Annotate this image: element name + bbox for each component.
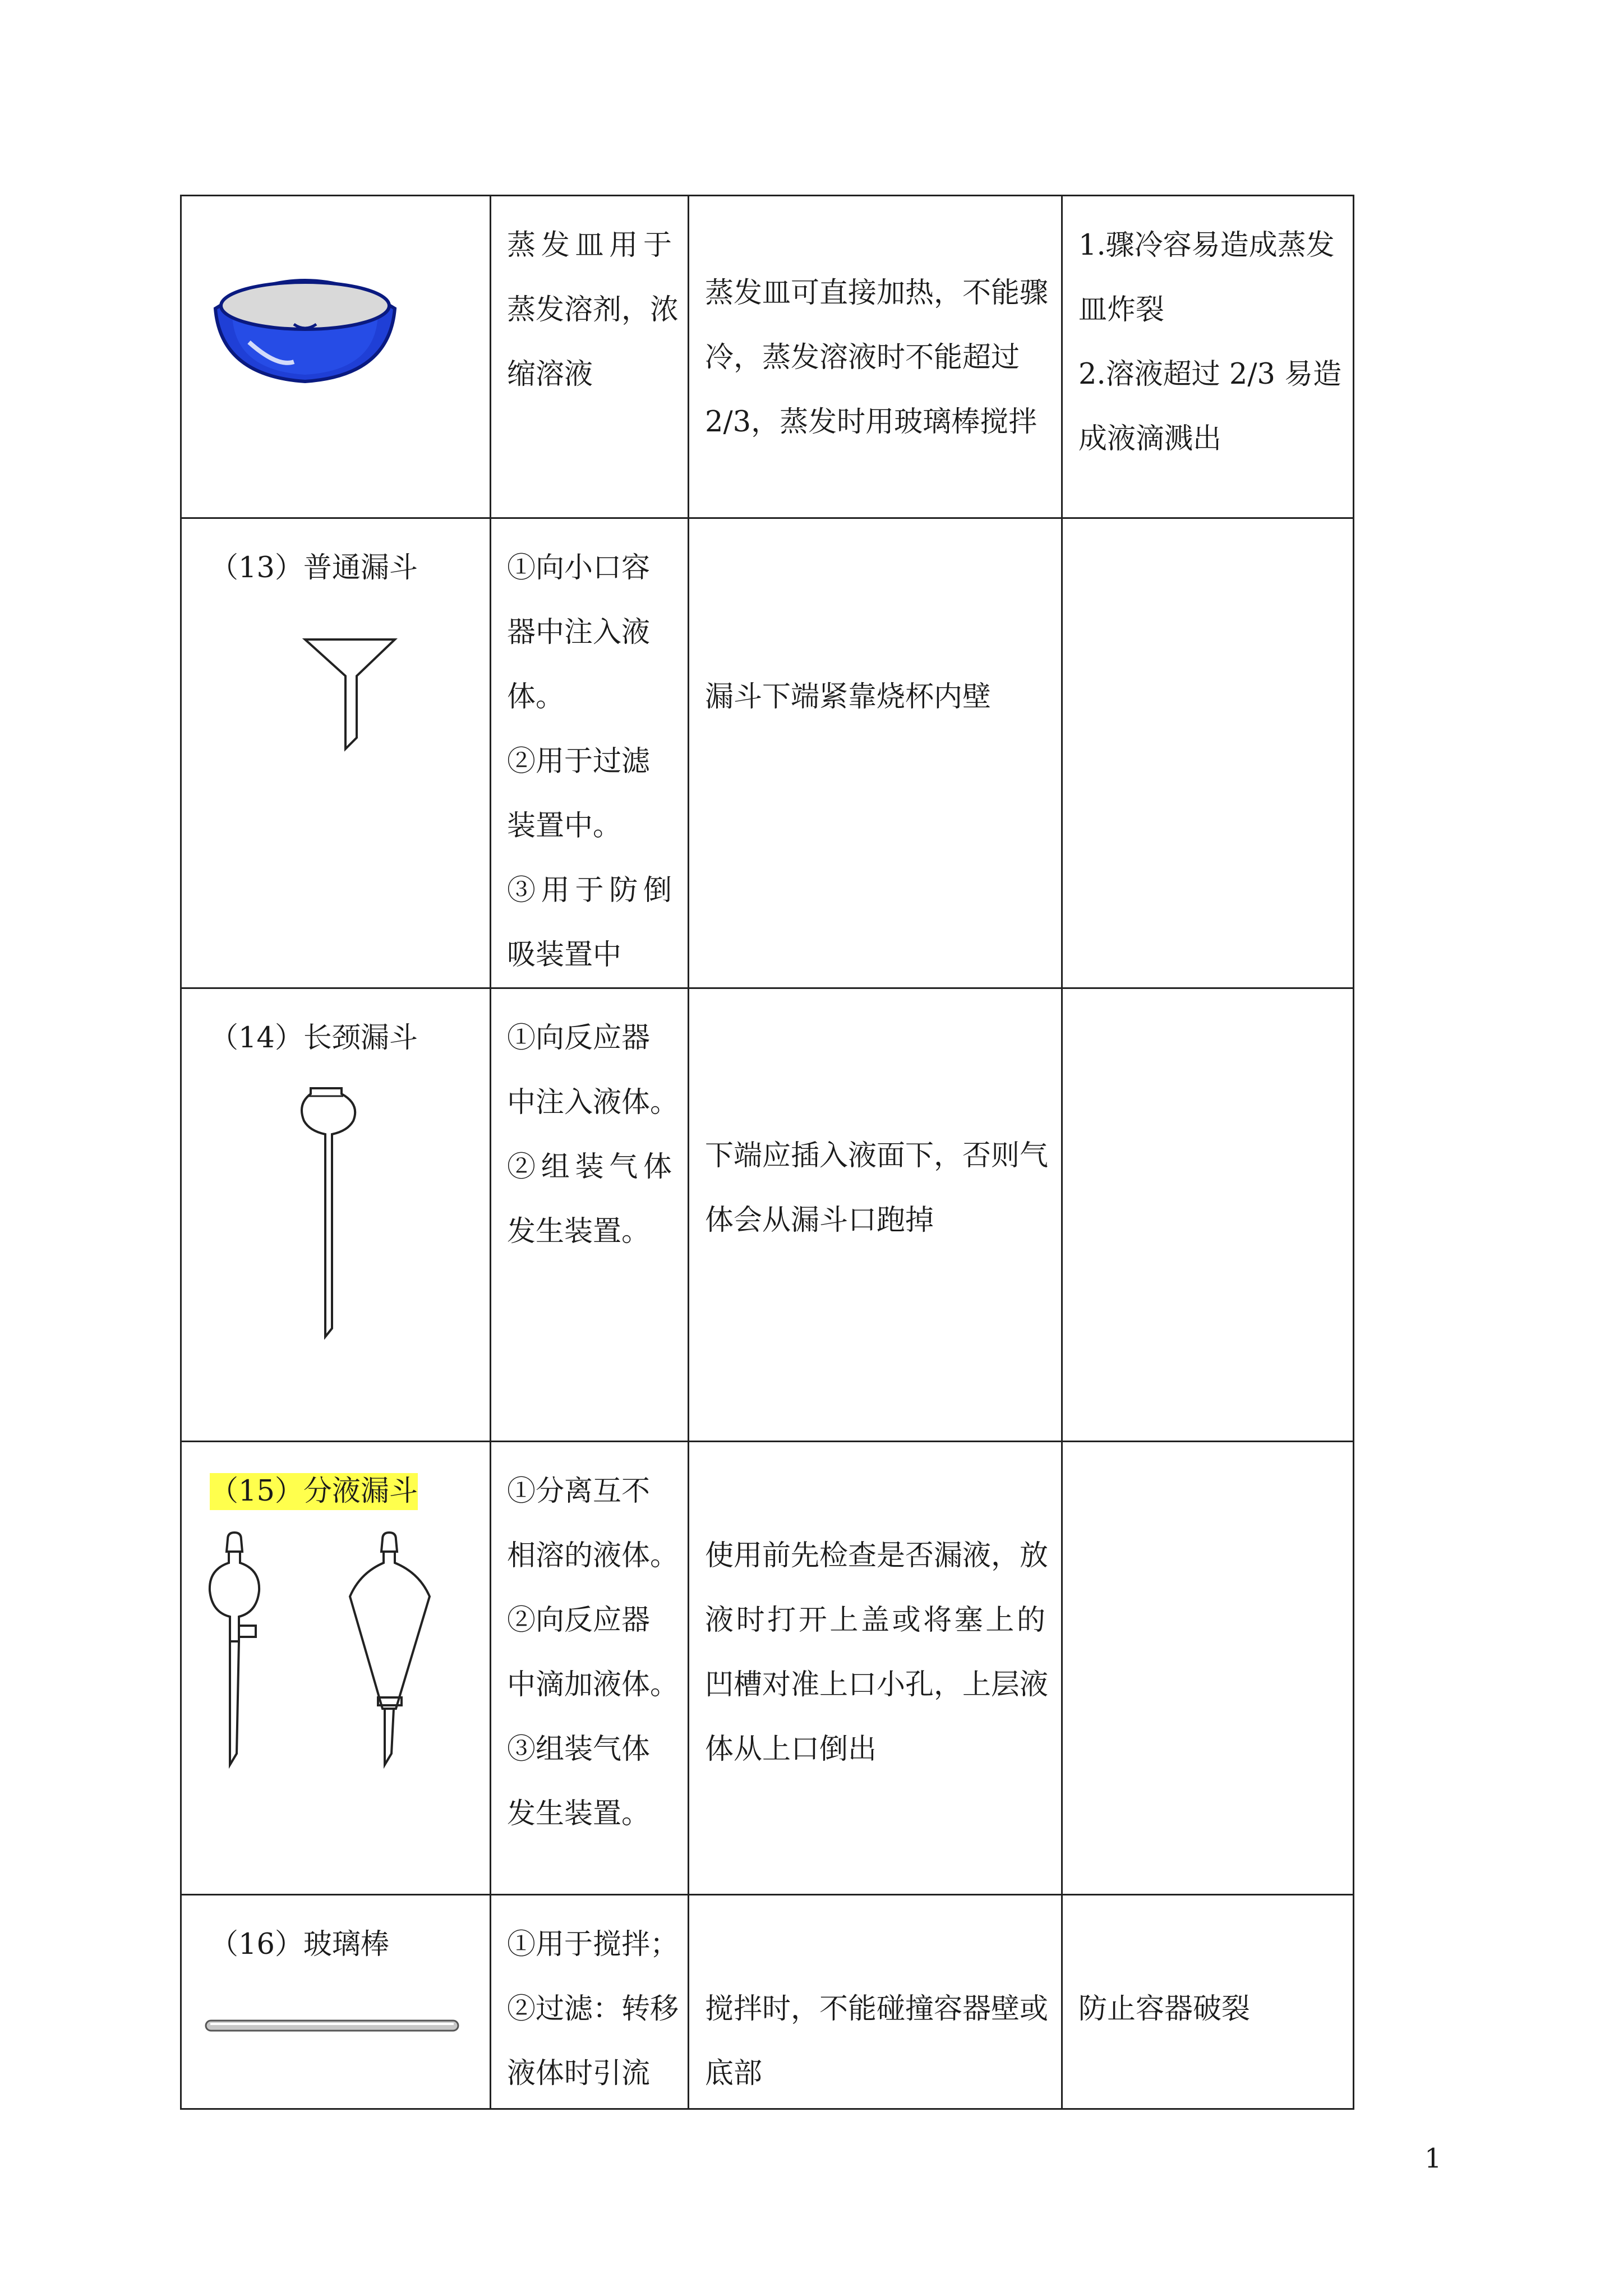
- note-cell: [689, 196, 1062, 518]
- reason-cell: [1062, 1442, 1354, 1895]
- reason-cell: [1062, 196, 1354, 518]
- separatory-funnel-icon: [192, 1529, 472, 1782]
- apparatus-label: （14）长颈漏斗: [210, 1022, 418, 1055]
- evaporating-dish-icon: [210, 258, 400, 393]
- use-line: ②过滤：转移: [507, 1993, 679, 2026]
- apparatus-label: （15）分液漏斗: [210, 1473, 418, 1510]
- table-row: [181, 1442, 1354, 1895]
- use-line: 发生装置。: [507, 1797, 651, 1830]
- note-line: 底部: [705, 2057, 763, 2090]
- use-line: 蒸发皿用于: [507, 229, 672, 262]
- apparatus-cell: [181, 518, 491, 988]
- use-line: ③组装气体: [507, 1733, 651, 1766]
- use-cell: [491, 518, 689, 988]
- apparatus-cell: [181, 1442, 491, 1895]
- note-cell: [689, 1442, 1062, 1895]
- use-line: 装置中。: [507, 809, 622, 843]
- use-line: 吸装置中: [507, 938, 622, 972]
- use-line: ②用于过滤: [507, 745, 651, 778]
- use-line: ①向小口容: [507, 551, 651, 585]
- note-cell: [689, 518, 1062, 988]
- reason-cell: [1062, 988, 1354, 1442]
- reason-line: 成液滴溅出: [1078, 422, 1222, 455]
- use-line: 器中注入液: [507, 616, 651, 649]
- note-line: 冷，蒸发溶液时不能超过: [705, 341, 1020, 374]
- use-cell: [491, 1442, 689, 1895]
- use-cell: [491, 1895, 689, 2109]
- use-line: 相溶的液体。: [507, 1539, 679, 1572]
- note-line: 使用前先检查是否漏液，放: [705, 1539, 1049, 1572]
- use-line: 缩溶液: [507, 358, 593, 391]
- use-line: 发生装置。: [507, 1215, 651, 1248]
- reason-cell: [1062, 1895, 1354, 2109]
- note-line: 凹槽对准上口小孔，上层液: [705, 1668, 1049, 1701]
- note-line: 蒸发皿可直接加热，不能骤: [705, 277, 1049, 310]
- table-row: [181, 196, 1354, 518]
- table-row: [181, 518, 1354, 988]
- note-line: 下端应插入液面下，否则气: [705, 1139, 1049, 1172]
- apparatus-table: [180, 195, 1354, 2110]
- table-row: [181, 1895, 1354, 2109]
- reason-line: 皿炸裂: [1078, 293, 1165, 326]
- use-cell: [491, 988, 689, 1442]
- note-cell: [689, 988, 1062, 1442]
- use-line: 中注入液体。: [507, 1086, 679, 1119]
- use-line: 体。: [507, 680, 565, 714]
- note-line: 搅拌时，不能碰撞容器壁或: [705, 1993, 1049, 2026]
- table-row: [181, 988, 1354, 1442]
- long-neck-funnel-icon: [210, 1082, 462, 1340]
- note-line: 体从上口倒出: [705, 1733, 877, 1766]
- use-line: ②向反应器: [507, 1604, 651, 1637]
- apparatus-cell: [181, 1895, 491, 2109]
- reason-line: 1.骤冷容易造成蒸发: [1078, 229, 1335, 262]
- reason-cell: [1062, 518, 1354, 988]
- apparatus-cell: [181, 988, 491, 1442]
- use-line: ③用于防倒: [507, 874, 672, 907]
- use-line: ②组装气体: [507, 1151, 672, 1184]
- use-line: ①用于搅拌；: [507, 1928, 679, 1961]
- reason-line: 2.溶液超过 2/3 易造: [1078, 358, 1342, 391]
- use-line: ①向反应器: [507, 1022, 651, 1055]
- glass-rod-icon: [201, 2010, 465, 2044]
- apparatus-cell: [181, 196, 491, 518]
- use-cell: [491, 196, 689, 518]
- funnel-icon: [210, 628, 462, 763]
- note-line: 液时打开上盖或将塞上的: [705, 1604, 1045, 1637]
- note-line: 漏斗下端紧靠烧杯内壁: [705, 680, 992, 714]
- use-line: 液体时引流: [507, 2057, 651, 2090]
- page-number: 1: [1424, 2143, 1442, 2174]
- note-cell: [689, 1895, 1062, 2109]
- use-line: ①分离互不: [507, 1475, 651, 1508]
- note-line: 体会从漏斗口跑掉: [705, 1204, 934, 1237]
- reason-line: 防止容器破裂: [1078, 1993, 1251, 2026]
- use-line: 蒸发溶剂，浓: [507, 293, 679, 326]
- use-line: 中滴加液体。: [507, 1668, 679, 1701]
- apparatus-label: （16）玻璃棒: [210, 1928, 389, 1961]
- note-line: 2/3，蒸发时用玻璃棒搅拌: [705, 406, 1038, 439]
- apparatus-label: （13）普通漏斗: [210, 551, 418, 585]
